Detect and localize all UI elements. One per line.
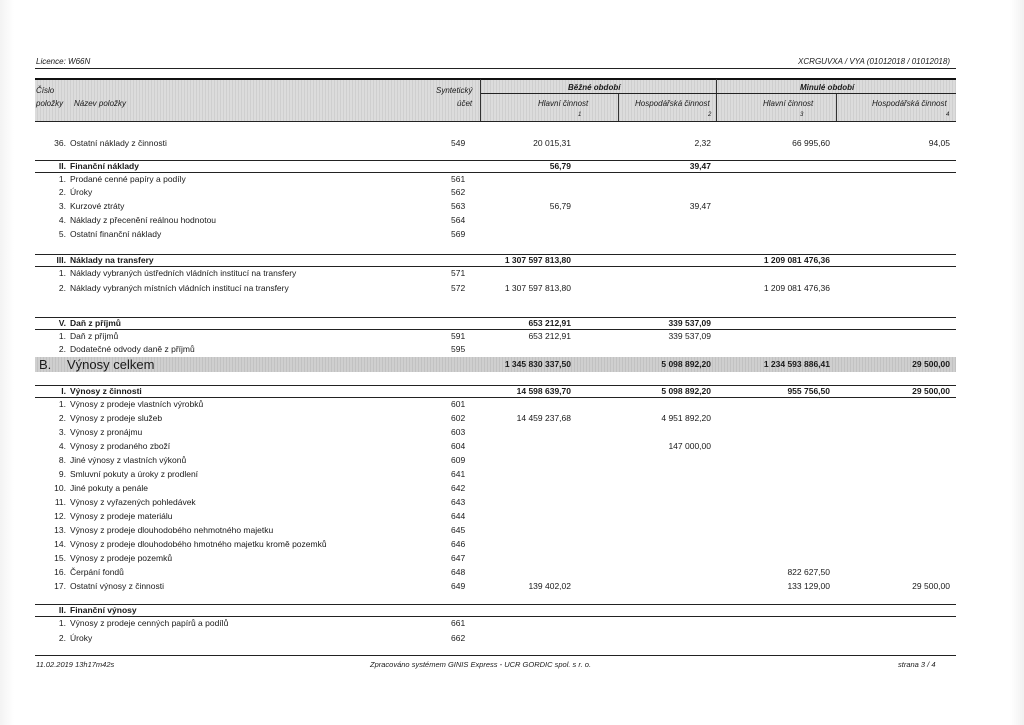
table-row — [0, 566, 1024, 579]
licence-label: Licence: W66N — [36, 57, 91, 66]
item-name: Jiné pokuty a penále — [70, 483, 148, 493]
item-number: 36. — [54, 138, 66, 148]
table-row — [0, 496, 1024, 509]
table-row — [0, 440, 1024, 453]
value-bezne-hlavni: 653 212,91 — [528, 318, 571, 328]
item-name: Výnosy z prodeje materiálu — [70, 511, 173, 521]
col-number-1: 1 — [578, 112, 582, 118]
table-row — [0, 412, 1024, 425]
table-row — [0, 186, 1024, 199]
item-number: 1. — [58, 174, 66, 184]
item-name: Výnosy z prodeje dlouhodobého hmotného majetku kromě pozemků — [70, 539, 327, 549]
header-divider — [836, 93, 837, 121]
value-bezne-hospodarska: 39,47 — [689, 161, 711, 171]
account-number: 604 — [451, 441, 466, 451]
value-minule-hospodarska: 29 500,00 — [912, 386, 950, 396]
table-row — [0, 330, 1024, 343]
value-bezne-hospodarska: 339 537,09 — [668, 331, 711, 341]
item-name: Výnosy z prodeje pozemků — [70, 553, 173, 563]
item-name: Ostatní finanční náklady — [70, 229, 162, 239]
account-number: 569 — [451, 229, 466, 239]
account-number: 601 — [451, 399, 466, 409]
header-bottom-border — [35, 121, 956, 122]
item-number: V. — [58, 318, 66, 328]
account-number: 571 — [451, 268, 466, 278]
account-number: 646 — [451, 539, 466, 549]
total-value-3: 1 234 593 886,41 — [763, 359, 830, 369]
item-number: 8. — [58, 455, 66, 465]
item-number: 1. — [58, 268, 66, 278]
col-polozky: položky — [36, 99, 64, 108]
item-number: 17. — [54, 581, 66, 591]
item-name: Náklady vybraných místních vládních institucí na transfery — [70, 283, 289, 293]
account-number: 595 — [451, 344, 466, 354]
header-top-border — [35, 78, 956, 80]
value-bezne-hospodarska: 2,32 — [694, 138, 711, 148]
item-name: Výnosy z prodeje cenných papírů a podílů — [70, 618, 229, 628]
table-row — [0, 552, 1024, 565]
item-number: 4. — [58, 215, 66, 225]
item-name: Výnosy z vyřazených pohledávek — [70, 497, 196, 507]
item-name: Náklady vybraných ústředních vládních institucí na transfery — [70, 268, 297, 278]
col-number-4: 4 — [946, 112, 950, 118]
item-number: II. — [58, 605, 66, 615]
item-number: 2. — [58, 413, 66, 423]
account-number: 562 — [451, 187, 466, 197]
header-divider — [618, 93, 619, 121]
item-name: Úroky — [70, 633, 93, 643]
value-bezne-hospodarska: 339 537,09 — [668, 318, 711, 328]
account-number: 649 — [451, 581, 466, 591]
table-row — [0, 510, 1024, 523]
value-minule-hlavni: 66 995,60 — [792, 138, 830, 148]
item-number: 12. — [54, 511, 66, 521]
col-synteticky: Syntetický — [436, 86, 473, 95]
header-mid-rule — [481, 93, 956, 94]
table-row — [0, 632, 1024, 645]
table-row — [0, 617, 1024, 630]
table-row — [0, 343, 1024, 356]
item-number: II. — [58, 161, 66, 171]
item-name: Úroky — [70, 187, 93, 197]
value-bezne-hospodarska: 147 000,00 — [668, 441, 711, 451]
item-name: Dodatečné odvody daně z příjmů — [70, 344, 195, 354]
item-name: Finanční výnosy — [70, 605, 137, 615]
value-minule-hlavni: 1 209 081 476,36 — [763, 255, 830, 265]
item-number: 14. — [54, 539, 66, 549]
account-number: 642 — [451, 483, 466, 493]
item-number: 1. — [58, 331, 66, 341]
table-row — [0, 173, 1024, 186]
header-divider — [480, 79, 481, 121]
col-ucet: účet — [457, 99, 473, 108]
account-number: 563 — [451, 201, 466, 211]
table-row — [0, 228, 1024, 241]
item-name: Náklady z přecenění reálnou hodnotou — [70, 215, 217, 225]
item-number: 10. — [54, 483, 66, 493]
table-row — [0, 385, 1024, 398]
value-minule-hospodarska: 29 500,00 — [912, 581, 950, 591]
value-bezne-hlavni: 139 402,02 — [528, 581, 571, 591]
account-number: 591 — [451, 331, 466, 341]
value-bezne-hlavni: 1 307 597 813,80 — [504, 283, 571, 293]
total-letter: B. — [39, 357, 52, 372]
value-bezne-hlavni: 14 459 237,68 — [516, 413, 571, 423]
account-number: 549 — [451, 138, 466, 148]
bezne-obdobi: Běžné období — [568, 83, 621, 92]
item-number: 2. — [58, 283, 66, 293]
account-number: 661 — [451, 618, 466, 628]
col-hlavni-2: Hlavní činnost — [763, 99, 814, 108]
item-number: 11. — [54, 497, 66, 507]
account-number: 644 — [451, 511, 466, 521]
top-rule — [35, 68, 956, 69]
header-divider — [716, 79, 717, 121]
item-number: 3. — [58, 427, 66, 437]
item-name: Náklady na transfery — [70, 255, 154, 265]
value-bezne-hospodarska: 4 951 892,20 — [661, 413, 711, 423]
total-value-2: 5 098 892,20 — [661, 359, 711, 369]
table-row — [0, 254, 1024, 267]
item-number: 15. — [54, 553, 66, 563]
col-number-3: 3 — [800, 112, 804, 118]
account-number: 603 — [451, 427, 466, 437]
item-name: Výnosy z prodaného zboží — [70, 441, 171, 451]
account-number: 602 — [451, 413, 466, 423]
item-name: Smluvní pokuty a úroky z prodlení — [70, 469, 199, 479]
item-number: 2. — [58, 633, 66, 643]
total-value-4: 29 500,00 — [912, 359, 950, 369]
account-number: 662 — [451, 633, 466, 643]
col-hosp-1: Hospodářská činnost — [635, 99, 710, 108]
table-row — [0, 426, 1024, 439]
account-number: 647 — [451, 553, 466, 563]
value-bezne-hlavni: 56,79 — [549, 201, 571, 211]
account-number: 564 — [451, 215, 466, 225]
table-row — [0, 482, 1024, 495]
table-row — [0, 137, 1024, 150]
item-name: Kurzové ztráty — [70, 201, 125, 211]
item-number: 3. — [58, 201, 66, 211]
value-bezne-hospodarska: 5 098 892,20 — [661, 386, 711, 396]
footer-rule — [35, 655, 956, 656]
table-row — [0, 317, 1024, 330]
value-minule-hospodarska: 94,05 — [928, 138, 950, 148]
item-name: Daň z příjmů — [70, 318, 122, 328]
footer-system: Zpracováno systémem GINIS Express - UCR GORDIC spol. s r. o. — [370, 660, 592, 669]
col-cislo: Číslo — [36, 86, 55, 95]
item-number: I. — [61, 386, 66, 396]
item-number: III. — [56, 255, 66, 265]
account-number: 561 — [451, 174, 466, 184]
account-number: 641 — [451, 469, 466, 479]
item-number: 13. — [54, 525, 66, 535]
table-row — [0, 468, 1024, 481]
col-hosp-2: Hospodářská činnost — [872, 99, 947, 108]
value-minule-hlavni: 1 209 081 476,36 — [763, 283, 830, 293]
item-number: 1. — [58, 399, 66, 409]
item-name: Výnosy z prodeje dlouhodobého nehmotného majetku — [70, 525, 274, 535]
table-row — [0, 454, 1024, 467]
total-row-vynosy-celkem — [35, 357, 956, 372]
item-name: Výnosy z pronájmu — [70, 427, 143, 437]
value-minule-hlavni: 955 756,50 — [787, 386, 830, 396]
item-number: 4. — [58, 441, 66, 451]
item-number: 5. — [58, 229, 66, 239]
value-bezne-hlavni: 14 598 639,70 — [516, 386, 571, 396]
value-bezne-hospodarska: 39,47 — [689, 201, 711, 211]
item-name: Prodané cenné papíry a podíly — [70, 174, 186, 184]
minule-obdobi: Minulé období — [800, 83, 855, 92]
item-number: 2. — [58, 344, 66, 354]
item-number: 1. — [58, 618, 66, 628]
item-name: Ostatní náklady z činnosti — [70, 138, 167, 148]
item-name: Finanční náklady — [70, 161, 139, 171]
item-number: 9. — [58, 469, 66, 479]
item-name: Čerpání fondů — [70, 567, 124, 577]
table-row — [0, 398, 1024, 411]
value-bezne-hlavni: 653 212,91 — [528, 331, 571, 341]
value-bezne-hlavni: 56,79 — [549, 161, 571, 171]
table-row — [0, 160, 1024, 173]
account-number: 609 — [451, 455, 466, 465]
item-name: Výnosy z prodeje služeb — [70, 413, 163, 423]
table-row — [0, 267, 1024, 280]
item-number: 2. — [58, 187, 66, 197]
footer-page: strana 3 / 4 — [898, 660, 936, 669]
col-nazev: Název položky — [74, 99, 127, 108]
value-minule-hlavni: 133 129,00 — [787, 581, 830, 591]
item-name: Ostatní výnosy z činnosti — [70, 581, 165, 591]
value-bezne-hlavni: 1 307 597 813,80 — [504, 255, 571, 265]
item-name: Daň z příjmů — [70, 331, 119, 341]
account-number: 645 — [451, 525, 466, 535]
account-number: 648 — [451, 567, 466, 577]
table-row — [0, 214, 1024, 227]
table-row — [0, 282, 1024, 295]
table-row — [0, 538, 1024, 551]
value-minule-hlavni: 822 627,50 — [787, 567, 830, 577]
col-number-2: 2 — [708, 112, 712, 118]
total-value-1: 1 345 830 337,50 — [504, 359, 571, 369]
footer-date: 11.02.2019 13h17m42s — [36, 660, 115, 669]
table-row — [0, 604, 1024, 617]
total-title: Výnosy celkem — [67, 357, 155, 372]
item-name: Výnosy z činnosti — [70, 386, 142, 396]
document-code: XCRGUVXA / VYA (01012018 / 01012018) — [798, 57, 950, 66]
item-name: Jiné výnosy z vlastních výkonů — [70, 455, 187, 465]
account-number: 572 — [451, 283, 466, 293]
value-bezne-hlavni: 20 015,31 — [533, 138, 571, 148]
table-row — [0, 580, 1024, 593]
account-number: 643 — [451, 497, 466, 507]
table-row — [0, 524, 1024, 537]
col-hlavni-1: Hlavní činnost — [538, 99, 589, 108]
item-name: Výnosy z prodeje vlastních výrobků — [70, 399, 204, 409]
table-row — [0, 200, 1024, 213]
item-number: 16. — [54, 567, 66, 577]
